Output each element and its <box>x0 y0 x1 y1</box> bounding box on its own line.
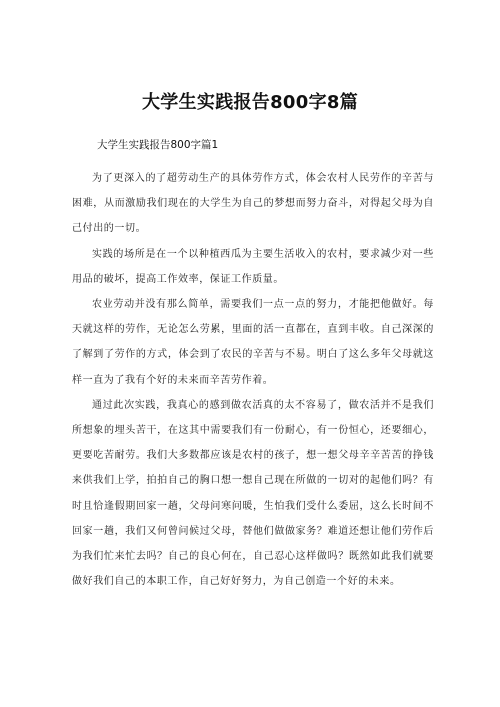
document-body <box>72 138 434 594</box>
paragraph-1: 为了更深入的了超劳动生产的具体劳作方式，体会农村人民劳作的辛苦与困难，从而激励我们现在的大学生为自己的梦想而努力奋斗，对得起父母为自己付出的一切。 <box>72 173 434 235</box>
paragraph-2: 实践的场所是在一个以种植西瓜为主要生活收入的农村，要求减少对一些用品的破坏，提高工作效率，保证工作质量。 <box>72 248 434 285</box>
document-title: 大学生实践报告800字8篇 <box>142 92 358 113</box>
paragraph-3: 农业劳动并没有那么简单，需要我们一点一点的努力，才能把他做好。每天就这样的劳作，无论怎么劳累，里面的活一直都在，直到丰收。自己深深的了解到了劳作的方式，体会到了农民的辛苦与不易。明白了这么多年父母就这样一直为了我有个好的未来而辛苦劳作着。 <box>72 299 434 386</box>
section-heading: 大学生实践报告800字篇1 <box>97 139 219 151</box>
paragraph-4: 通过此次实践，我真心的感到做农活真的太不容易了，做农活并不是我们所想象的埋头苦干，在这其中需要我们有一份耐心，有一份恒心，还要细心，更要吃苦耐劳。我们大多数都应该是农村的孩子，想一想父母辛辛苦苦的挣钱来供我们上学，拍拍自己的胸口想一想自己现在所做的一切对的起他们吗？有时且恰逢假期回家一趟，父母问寒问暖，生怕我们受什么委屈，这么长时间不回家一趟，我们又何曾问候过父母，替他们做做家务？难道还想让他们劳作后为我们忙来忙去吗？自己的良心何在，自己忍心这样做吗？既然如此我们就要做好我们自己的本职工作，自己好好努力，为自己创造一个好的未来。 <box>72 399 434 588</box>
